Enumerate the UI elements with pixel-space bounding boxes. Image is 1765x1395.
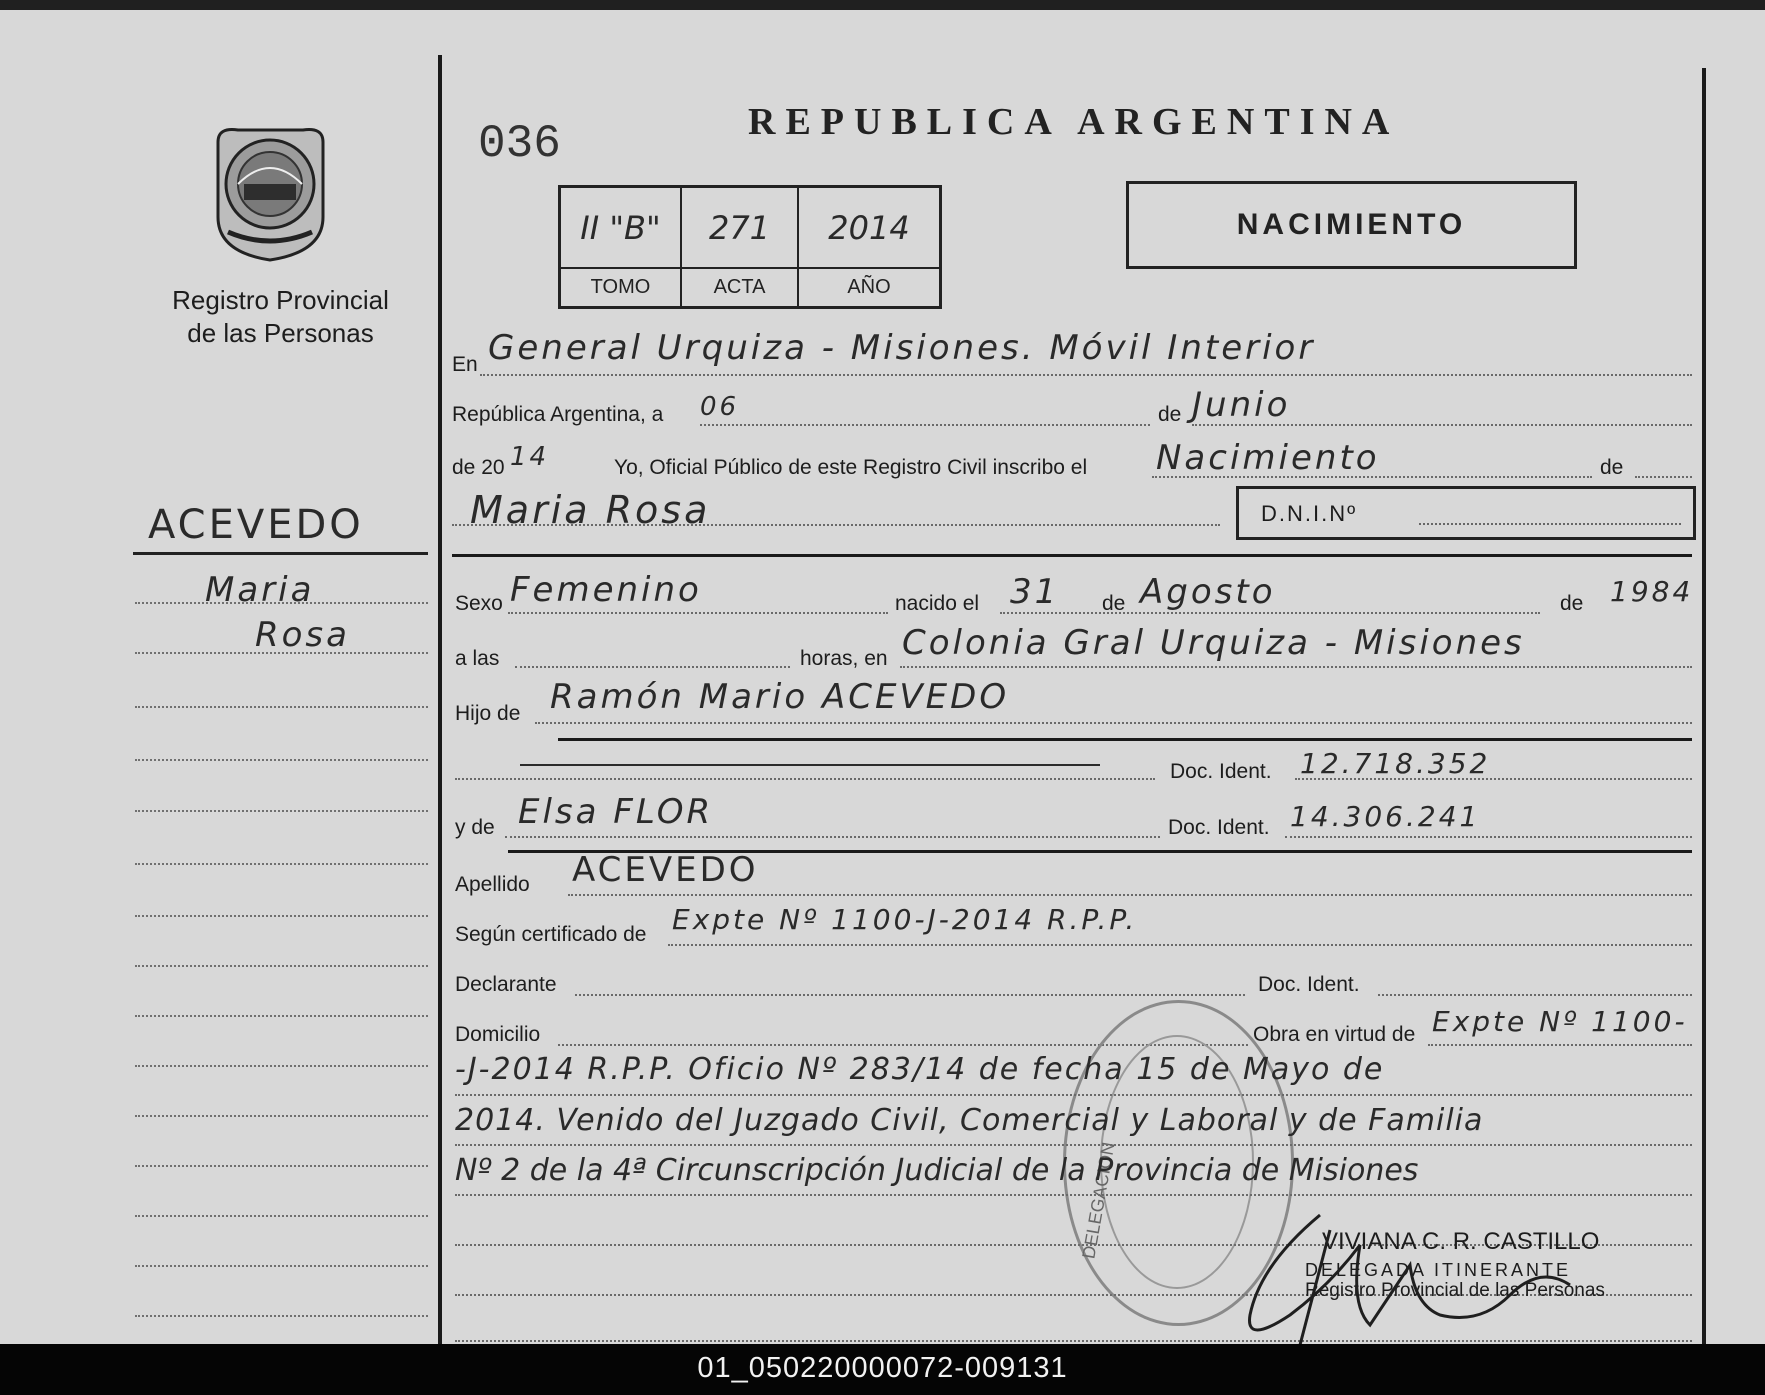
father-doc-line [1295, 778, 1692, 780]
signer-title: DELEGADA ITINERANTE [1305, 1260, 1572, 1280]
father-extra-line [520, 764, 1100, 766]
en-value: General Urquiza - Misiones. Móvil Interior [488, 328, 1316, 368]
country-title: REPUBLICA ARGENTINA [748, 101, 1400, 143]
obra-value: Expte Nº 1100- [1432, 1005, 1688, 1038]
day-value: 06 [700, 392, 740, 422]
segun-value: Expte Nº 1100-J-2014 R.P.P. [672, 903, 1138, 936]
tomo-label: TOMO [561, 269, 682, 306]
declarante-line [575, 994, 1245, 996]
signature-scribble-icon [1240, 1205, 1600, 1344]
note-rule-1 [455, 1094, 1692, 1096]
month-value: Junio [1192, 385, 1291, 425]
margin-line [135, 1115, 428, 1117]
dni-label: D.N.I.Nº [1261, 501, 1358, 526]
de-line-2 [1635, 476, 1692, 478]
margin-line [135, 1215, 428, 1217]
note-line-2: 2014. Venido del Juzgado Civil, Comercial y Laboral y de Familia [455, 1103, 1484, 1138]
alas-label: a las [455, 647, 500, 670]
hour-line [515, 666, 790, 668]
acta-value: 271 [682, 188, 799, 269]
father-doc-line-left [455, 778, 1155, 780]
obra-label: Obra en virtud de [1253, 1023, 1416, 1046]
day-line [700, 424, 1150, 426]
record-type-box: NACIMIENTO [1126, 181, 1577, 269]
anio-label: AÑO [847, 276, 891, 298]
stamp-text: DELEGACION [1078, 1140, 1119, 1261]
province-seal-icon [208, 122, 333, 262]
father-line [535, 722, 1692, 724]
sexo-line [508, 612, 888, 614]
de-label: de [1158, 403, 1182, 426]
margin-surname-underline [133, 552, 428, 555]
margin-line [135, 810, 428, 812]
father-name: Ramón Mario ACEVEDO [550, 677, 1010, 717]
declarante-doc-label: Doc. Ident. [1258, 973, 1360, 996]
domicilio-label: Domicilio [455, 1023, 541, 1046]
birth-place: Colonia Gral Urquiza - Misiones [902, 623, 1525, 663]
dni-line [1419, 523, 1681, 525]
margin-line [135, 1315, 428, 1317]
birth-day: 31 [1010, 572, 1060, 612]
birth-certificate-page [0, 10, 1765, 1344]
right-page-border [1702, 68, 1706, 1344]
record-number: 036 [478, 118, 561, 170]
margin-line [135, 1165, 428, 1167]
dni-box [1236, 486, 1696, 540]
oficial-text: Yo, Oficial Público de este Registro Civil inscribo el [614, 456, 1088, 479]
mother-doc-line [1285, 836, 1692, 838]
de-year-label: de [1560, 592, 1584, 615]
tomo-value: II "B" [561, 188, 682, 269]
margin-line [135, 1065, 428, 1067]
footer-code: 01_050220000072-009131 [697, 1352, 1068, 1384]
hijo-label: Hijo de [455, 702, 521, 725]
declarante-doc-line [1378, 994, 1692, 996]
de-label-3: de [1102, 592, 1126, 615]
acta-label: ACTA [682, 269, 799, 306]
section-divider [452, 554, 1692, 557]
signer-office: Registro Provincial de las Personas [1305, 1280, 1605, 1301]
note-line-3: Nº 2 de la 4ª Circunscripción Judicial de la Provincia de Misiones [455, 1153, 1419, 1188]
father-doc-label: Doc. Ident. [1170, 760, 1272, 783]
margin-line [135, 863, 428, 865]
month-line [1192, 424, 1692, 426]
de-label-2: de [1600, 456, 1624, 479]
mother-name: Elsa FLOR [518, 792, 714, 832]
margin-given-2: Rosa [255, 615, 350, 655]
declarante-label: Declarante [455, 973, 557, 996]
act-value: Nacimiento [1156, 438, 1380, 478]
mother-doc-label: Doc. Ident. [1168, 816, 1270, 839]
apellido-label: Apellido [455, 873, 530, 896]
mother-line [505, 836, 1160, 838]
margin-line [135, 915, 428, 917]
yde-label: y de [455, 816, 495, 839]
left-column-divider [438, 55, 442, 1344]
segun-line [668, 944, 1692, 946]
father-doc: 12.718.352 [1300, 747, 1491, 780]
apellido-line [568, 894, 1692, 896]
registry-name-line1: Registro Provincial [172, 285, 389, 315]
margin-line [135, 759, 428, 761]
signer-name: VIVIANA C. R. CASTILLO [1322, 1228, 1600, 1255]
book-reference-table [558, 185, 942, 309]
anio-value: 2014 [799, 188, 939, 269]
margin-given-1: Maria [205, 570, 315, 610]
act-line [1152, 476, 1592, 478]
name-line [452, 524, 1220, 526]
year-prefix: de 20 [452, 456, 505, 479]
registrant-name: Maria Rosa [470, 488, 711, 532]
apellido-value: ACEVEDO [572, 850, 759, 890]
nacido-label: nacido el [895, 592, 980, 615]
margin-line [135, 706, 428, 708]
birth-month: Agosto [1140, 572, 1276, 612]
margin-line [135, 652, 428, 654]
birth-year: 1984 [1610, 575, 1694, 608]
year-value: 14 [510, 442, 550, 472]
scan-footer [0, 1344, 1765, 1395]
note-line-1: -J-2014 R.P.P. Oficio Nº 283/14 de fecha 15 de Mayo de [455, 1052, 1385, 1087]
margin-surname: ACEVEDO [148, 502, 364, 548]
segun-label: Según certificado de [455, 923, 647, 946]
birth-place-line [900, 666, 1692, 668]
margin-line [135, 965, 428, 967]
note-rule-2 [455, 1144, 1692, 1146]
sexo-label: Sexo [455, 592, 503, 615]
father-divider [558, 738, 1692, 741]
birth-date-line [1000, 612, 1540, 614]
scan-top-edge [0, 0, 1765, 10]
margin-line [135, 1265, 428, 1267]
margin-line [135, 602, 428, 604]
obra-line [1428, 1044, 1692, 1046]
margin-line [135, 1015, 428, 1017]
en-label: En [452, 353, 478, 376]
registry-name-line2: de las Personas [187, 318, 374, 348]
mother-doc: 14.306.241 [1290, 800, 1481, 833]
sexo-value: Femenino [510, 570, 702, 610]
en-line [480, 374, 1692, 376]
note-rule-3 [455, 1194, 1692, 1196]
republica-label: República Argentina, a [452, 403, 664, 426]
horas-label: horas, en [800, 647, 888, 670]
